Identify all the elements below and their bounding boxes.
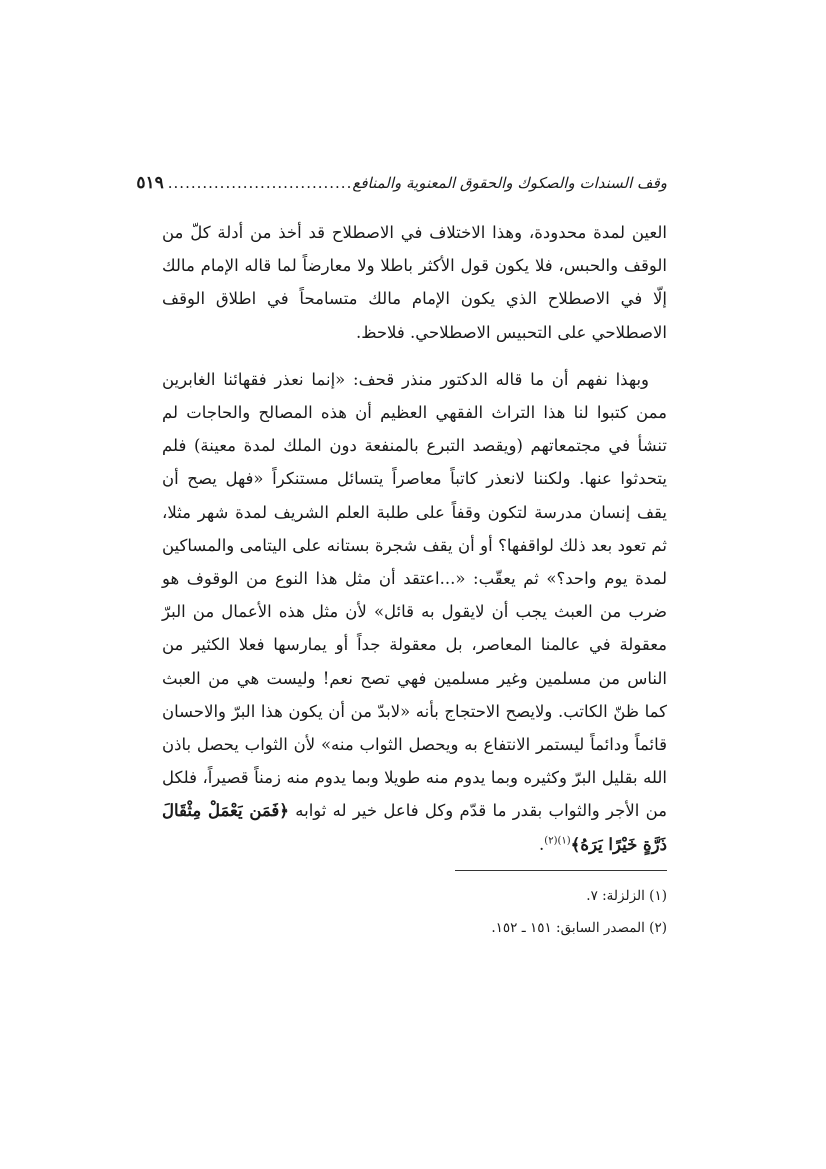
footnote-separator (455, 870, 667, 871)
page-number: ٥١٩ (136, 173, 164, 193)
closing-period: . (539, 834, 545, 854)
body-text (162, 216, 667, 861)
running-header (136, 170, 667, 196)
leader-dots: ................................ (167, 174, 353, 192)
footnotes (162, 880, 667, 944)
paragraph-text: وبهذا نفهم أن ما قاله الدكتور منذر قحف: «إنما نعذر فقهائنا الغابرين ممن كتبوا لنا هذا التراث الفقهي العظيم أن هذه المصالح والحاجات لم تنشأ في مجتمعاتهم (ويقصد التبرع بالمنفعة دون الملك لمدة معينة) فلم يتحدثوا عنها. ولكننا لانعذر كاتباً معاصراً يتسائل مستنكراً «فهل يصح أن يقف إنسان مدرسة لتكون وقفاً على طلبة العلم الشريف لمدة شهر مثلا، ثم تعود بعد ذلك لواقفها؟ أو أن يقف شجرة بستانه على اليتامى والمساكين لمدة يوم واحد؟» ثم يعقّب: «...اعتقد أن مثل هذا النوع من الوقوف هو ضرب من العبث يجب أن لايقول به قائل» لأن مثل هذه الأعمال من البرّ معقولة في عالمنا المعاصر، بل معقولة جداً أو يمارسها فعلا الكثير من الناس من مسلمين وغير مسلمين فهي تصح نعم! وليست هي من العبث كما ظنّ الكاتب. ولايصح الاحتجاج بأنه «لابدّ من أن يكون هذا البرّ والاحسان قائماً ودائماً ليستمر الانتفاع به ويحصل الثواب منه» لأن الثواب يحصل باذن الله بقليل البرّ وكثيره وبما يدوم منه طويلا وبما يدوم منه زمناً قصيراً، فلكل من الأجر والثواب بقدر ما قدّم وكل فاعل خير له ثوابه (162, 369, 667, 821)
footnote-refs: (١)(٢) (544, 835, 571, 847)
paragraph: العين لمدة محدودة، وهذا الاختلاف في الاصطلاح قد أخذ من أدلة كلّ من الوقف والحبس، فلا يكون قول الأكثر باطلا ولا معارضاً لما قاله الإمام مالك إلّا في الاصطلاح الذي يكون الإمام مالك متسامحاً في اطلاق الوقف الاصطلاحي على التحبيس الاصطلاحي. فلاحظ. (162, 223, 667, 342)
footnote: (١) الزلزلة: ٧. (586, 888, 667, 904)
paragraph (162, 363, 667, 861)
running-title: وقف السندات والصكوك والحقوق المعنوية والمنافع (352, 174, 667, 192)
quran-verse: ﴿فَمَن يَعْمَلْ مِثْقَالَ ذَرَّةٍ خَيْرًا يَرَهُ﴾ (162, 801, 667, 854)
footnote: (٢) المصدر السابق: ١٥١ ـ ١٥٢. (491, 920, 667, 936)
